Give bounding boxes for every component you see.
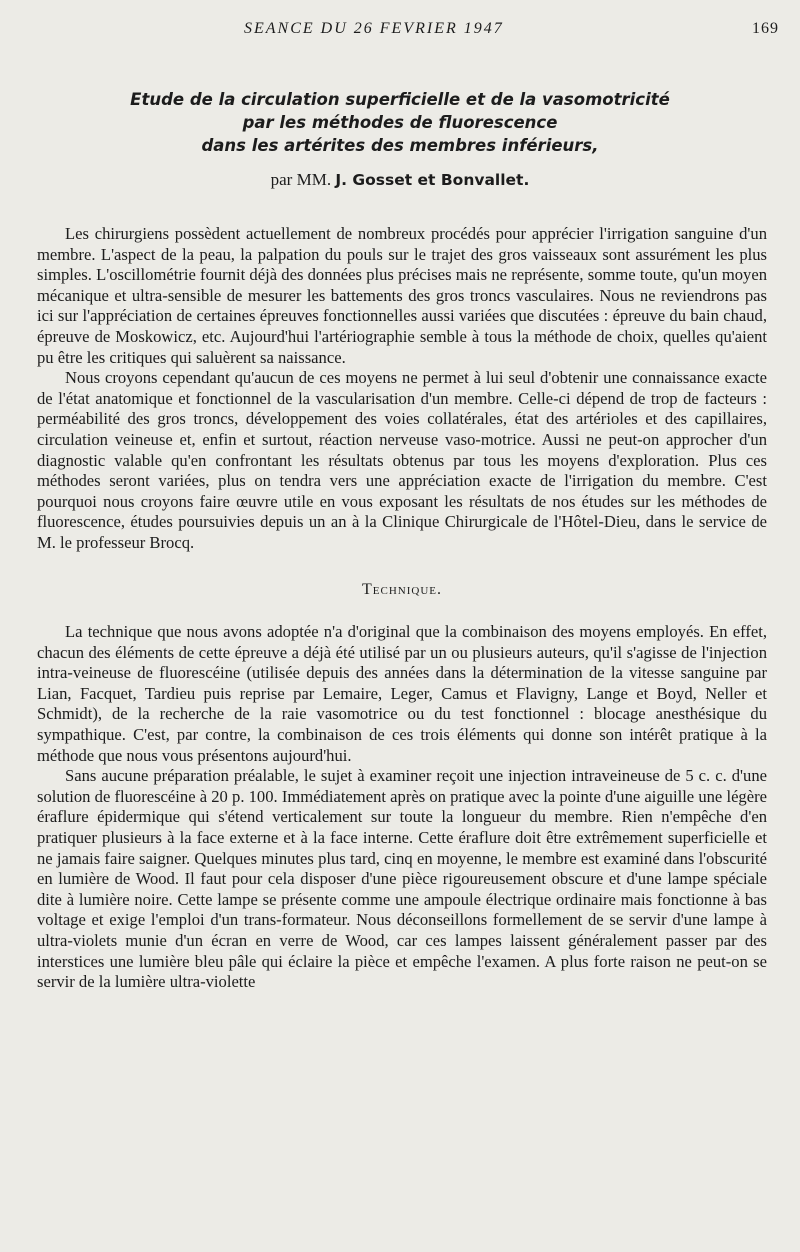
authors-names: J. Gosset et Bonvallet. <box>335 171 530 189</box>
paragraph-1: Les chirurgiens possèdent actuellement de nombreux procédés pour apprécier l'irrigation sanguine d'un membre. L'aspect de la peau, la palpation du pouls sur le trajet des gros vaisseaux sont assurément les plus simples. L'oscillométrie fournit déjà des données plus précises mais ne représente, somme toute, qu'un moyen mécanique et ultra-sensible de mesurer les battements des gros troncs vasculaires. Nous ne reviendrons pas ici sur l'appréciation de certaines épreuves fonctionnelles aussi variées que discutées : épreuve du bain chaud, épreuve de Moskowicz, etc. Aujourd'hui l'artériographie semble à tous la méthode de choix, quelles qu'aient pu être les critiques qui saluèrent sa naissance. <box>37 224 767 367</box>
running-title: SEANCE DU 26 FEVRIER 1947 <box>244 20 504 37</box>
title-line-1: Etude de la circulation superficielle et de la vasomotricité <box>130 90 670 109</box>
article-title <box>30 88 770 157</box>
section-heading: Technique. <box>362 580 442 598</box>
technique-paragraph-1: La technique que nous avons adoptée n'a d'original que la combinaison des moyens employés. En effet, chacun des éléments de cette épreuve a déjà été utilisé par un ou plusieurs auteurs, qu'il s'agisse de l'injection intra-veineuse de fluorescéine (utilisée depuis des années dans la détermination de la vitesse sanguine par Lian, Facquet, Tardieu puis reprise par Lemaire, Leger, Camus et Flavigny, Lange et Boyd, Neller et Schmidt), de la recherche de la raie vasomotrice ou du test fonctionnel : blocage anesthésique du sympathique. C'est, par contre, la combinaison de ces trois éléments qui donne son intérêt pratique à la méthode que nous vous présentons aujourd'hui. <box>37 622 767 765</box>
authors-prefix: par MM. <box>270 170 332 189</box>
running-header <box>0 18 800 42</box>
technique-paragraph-2: Sans aucune préparation préalable, le sujet à examiner reçoit une injection intraveineuse de 5 c. c. d'une solution de fluorescéine à 20 p. 100. Immédiatement après on pratique avec la pointe d'une aiguille une légère éraflure épidermique qui s'étend verticalement sur toute la longueur du membre. Rien n'empêche d'en pratiquer plusieurs à la face externe et à la face interne. Cette éraflure doit être extrêmement superficielle et ne jamais faire saigner. Quelques minutes plus tard, cinq en moyenne, le membre est examiné dans l'obscurité en lumière de Wood. Il faut pour cela disposer d'une pièce rigoureusement obscure et d'une lampe spéciale dite à lumière noire. Cette lampe se présente comme une ampoule électrique ordinaire mais fonctionne à bas voltage et exige l'emploi d'un trans-formateur. Nous déconseillons formellement de se servir d'une lampe à ultra-violets munie d'un écran en verre de Wood, car ces lampes laissent généralement passer par des interstices une lumière bleu pâle qui éclaire la pièce et empêche l'examen. A plus forte raison ne peut-on se servir de la lumière ultra-violette <box>37 766 767 992</box>
title-line-3: dans les artérites des membres inférieurs, <box>201 136 599 155</box>
page-number: 169 <box>752 20 779 37</box>
authors-line <box>0 170 800 190</box>
title-line-2: par les méthodes de fluorescence <box>242 113 558 132</box>
paragraph-2: Nous croyons cependant qu'aucun de ces moyens ne permet à lui seul d'obtenir une connaissance exacte de l'état anatomique et fonctionnel de la vascularisation d'un membre. Celle-ci dépend de trop de facteurs : perméabilité des gros troncs, développement des voies collatérales, état des artérioles et des capillaires, circulation veineuse et, enfin et surtout, réaction nerveuse vaso-motrice. Aussi ne peut-on approcher d'un diagnostic valable qu'en confrontant les résultats obtenus par tous les moyens d'exploration. Plus ces méthodes seront variées, plus on tendra vers une appréciation exacte de l'irrigation du membre. C'est pourquoi nous croyons faire œuvre utile en vous exposant les résultats de nos études sur les méthodes de fluorescence, études poursuivies depuis un an à la Clinique Chirurgicale de l'Hôtel-Dieu, dans le service de M. le professeur Brocq. <box>37 368 767 552</box>
article-body <box>37 224 767 993</box>
